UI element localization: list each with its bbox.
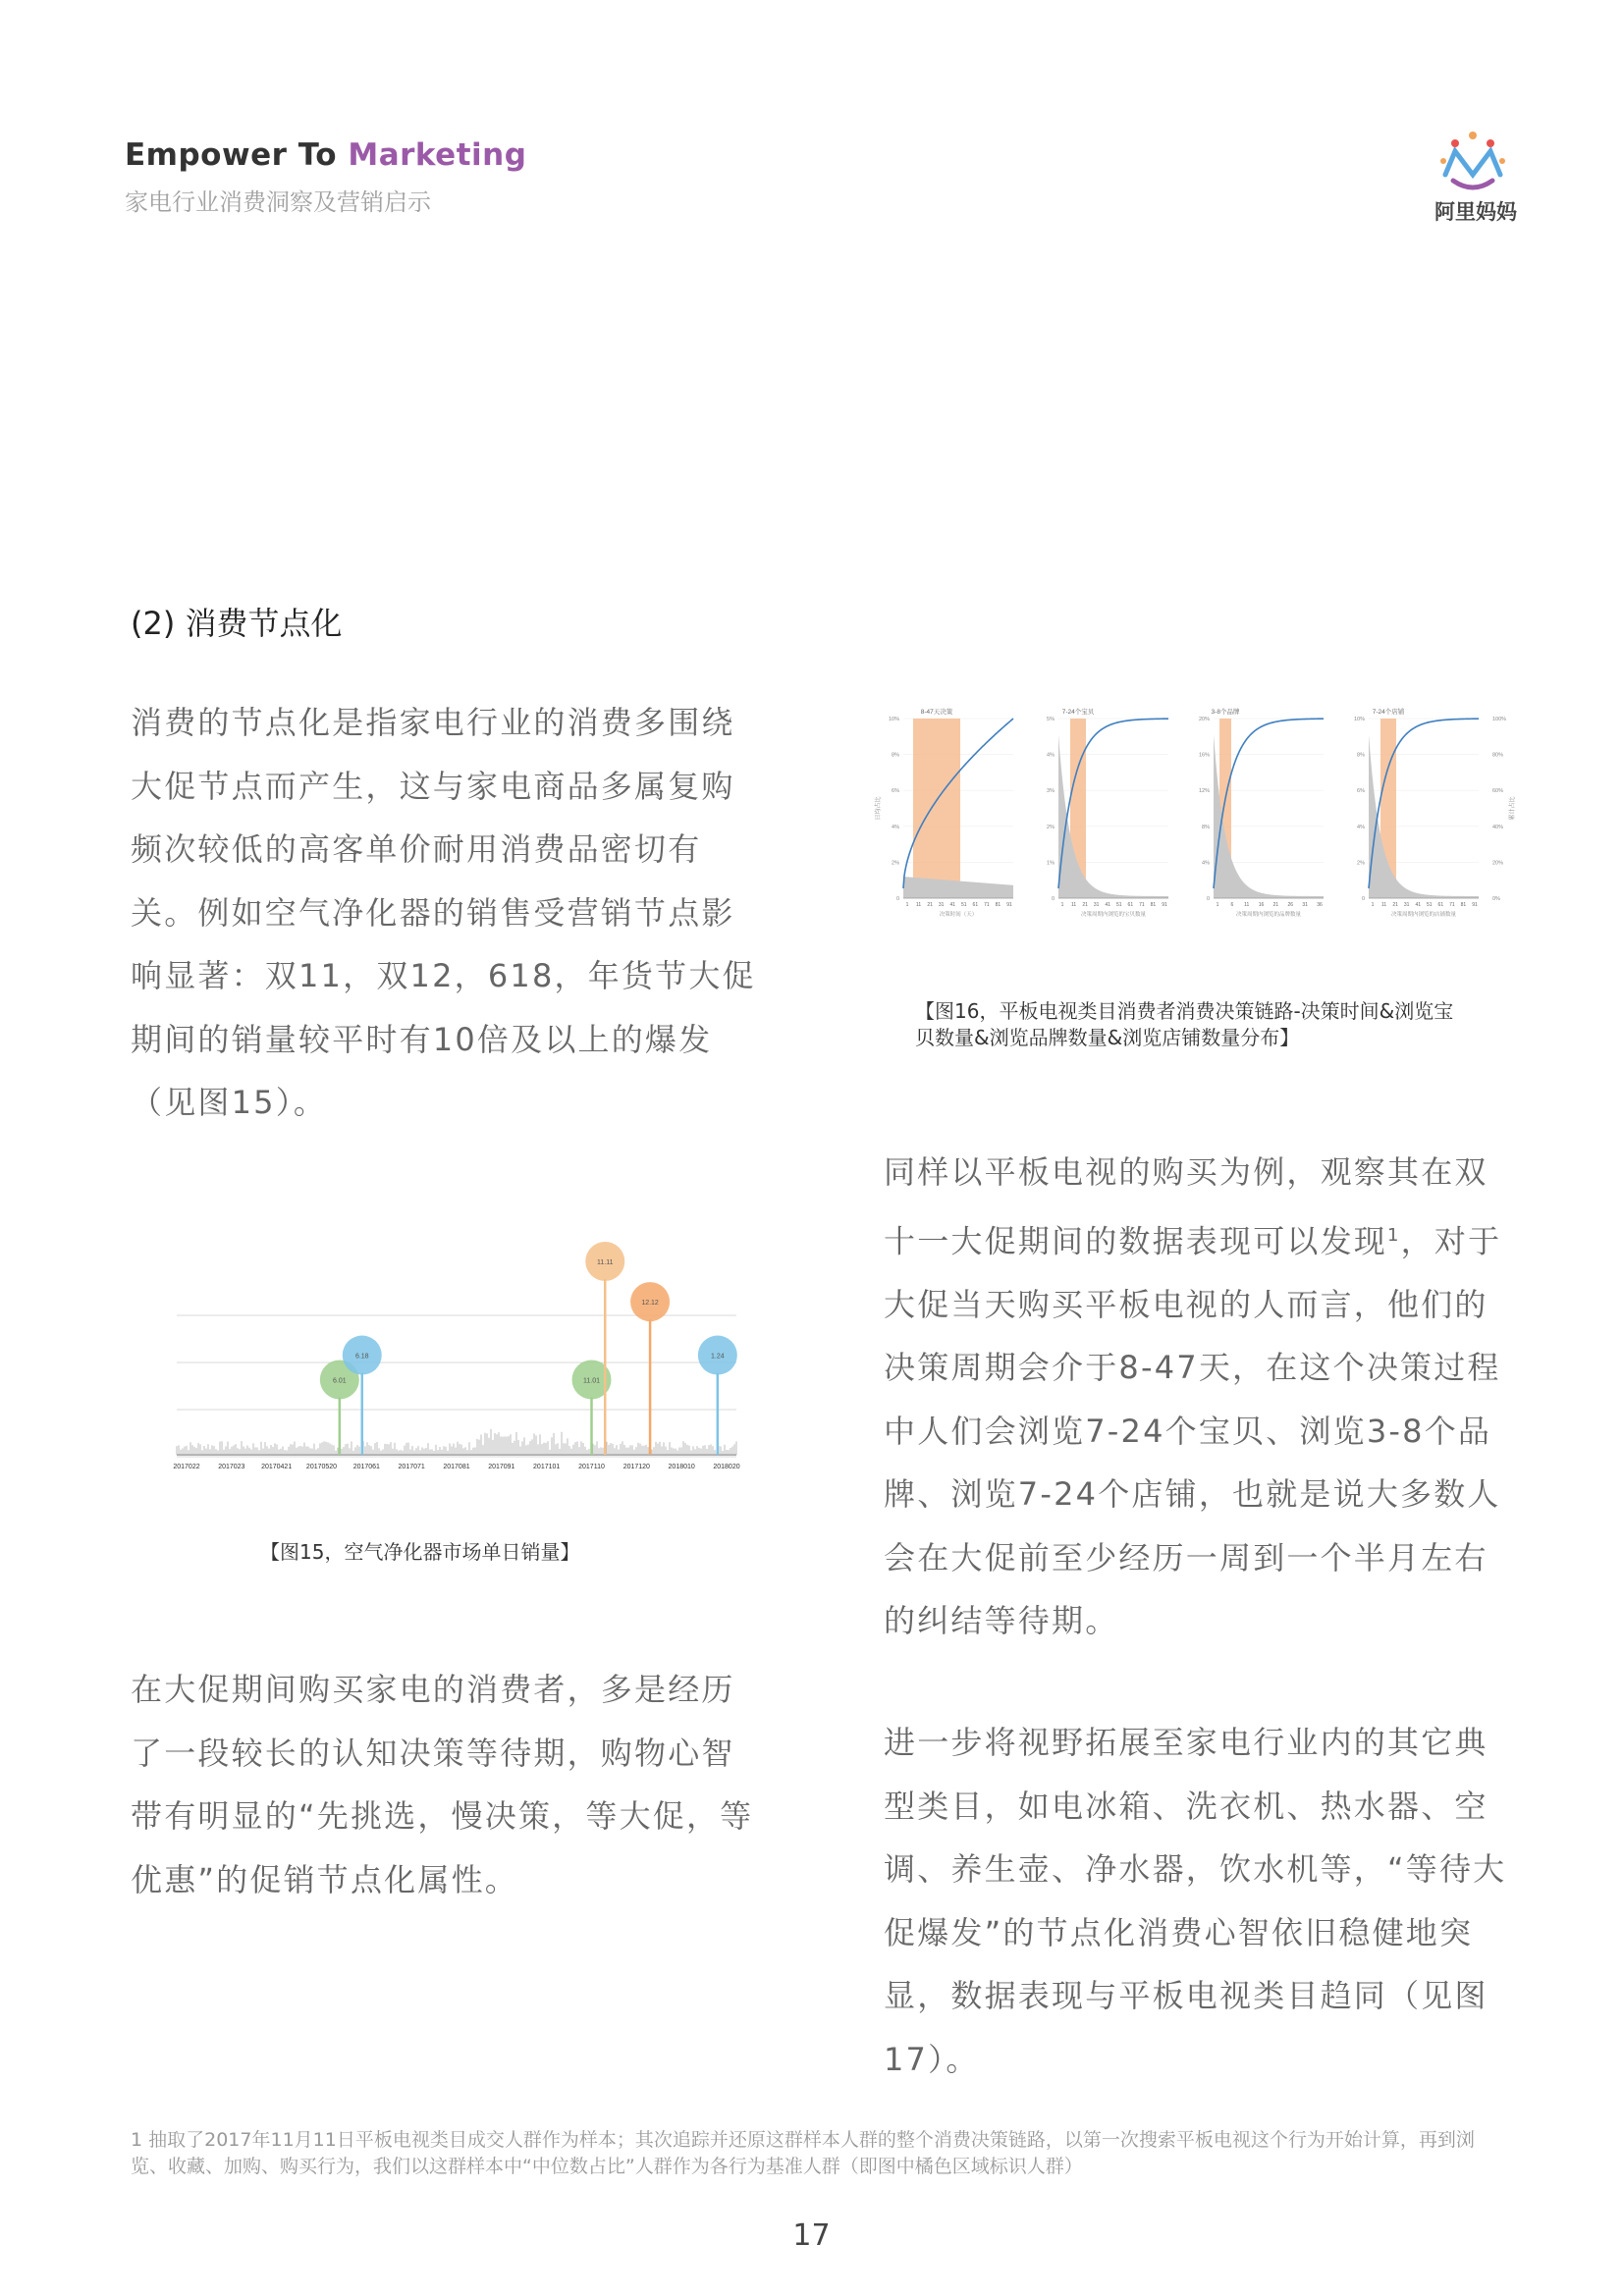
- x-axis-label: 决策时间（天）: [939, 912, 978, 918]
- y-tick-label: 4%: [892, 824, 899, 830]
- footnote-marker[interactable]: 1: [1387, 1224, 1401, 1246]
- y-tick-label: 1%: [1047, 860, 1055, 867]
- x-tick-label: 2017071: [398, 1464, 425, 1470]
- x-tick-label: 2017101: [533, 1464, 561, 1470]
- panel-label: 7-24个店铺: [1372, 709, 1405, 716]
- footnote: 1 抽取了2017年11月11日平板电视类目成交人群作为样本；其次追踪并还原这群样本人群的整个消费决策链路，以第一次搜索平板电视这个行为开始计算，再到浏览、收藏、加购、购买行为，我们以这群样本中“中位数占比”人群作为各行为基准人群（即图中橘色区域标识人群）: [131, 2129, 1475, 2177]
- left-paragraph-1: 消费的节点化是指家电行业的消费多围绕大促节点而产生，这与家电商品多属复购频次较低的高客单价耐用消费品密切有关。例如空气净化器的销售受营销节点影响显著：双11，双12，618，年货节大促期间的销量较平时有10倍及以上的爆发（见图15）。: [131, 704, 756, 1121]
- x-axis-label: 决策周期内浏览的宝贝数量: [1080, 912, 1147, 918]
- daily-sales-series: [177, 1429, 736, 1455]
- x-tick-label: 31: [1302, 902, 1308, 908]
- x-tick-label: 2017023: [218, 1464, 245, 1470]
- annotation-label: 12.12: [641, 1300, 659, 1308]
- x-tick-label: 61: [1127, 902, 1134, 908]
- left-paragraph-2: 在大促期间购买家电的消费者，多是经历了一段较长的认知决策等待期，购物心智带有明显的“先挑选，慢决策，等大促，等优惠”的促销节点化属性。: [131, 1671, 754, 1898]
- x-tick-label: 2017022: [173, 1464, 200, 1470]
- x-tick-label: 11: [1070, 902, 1077, 908]
- x-tick-label: 2017120: [622, 1464, 650, 1470]
- section-title: (2) 消费节点化: [131, 605, 343, 642]
- x-tick-label: 1: [1216, 902, 1219, 908]
- y-tick-label: 0: [1051, 896, 1055, 902]
- x-tick-label: 2017110: [578, 1464, 605, 1470]
- y-tick-label: 2%: [892, 860, 899, 867]
- x-tick-label: 21: [1082, 902, 1088, 908]
- y-tick-label: 6%: [1357, 788, 1365, 795]
- x-tick-label: 21: [927, 902, 933, 908]
- x-tick-label: 21: [1392, 902, 1398, 908]
- x-tick-label: 1: [1371, 902, 1375, 908]
- y-tick-label: 4%: [1047, 752, 1055, 759]
- report-subtitle: 家电行业消费洞察及营销启示: [125, 188, 431, 216]
- x-axis-label: 决策周期内浏览的品牌数量: [1235, 912, 1302, 918]
- panel: [1047, 707, 1168, 918]
- x-tick-label: 2018020: [713, 1464, 740, 1470]
- x-tick-label: 20170421: [261, 1464, 293, 1470]
- x-tick-label: 16: [1258, 902, 1265, 908]
- x-tick-label: 91: [1006, 902, 1012, 908]
- x-tick-label: 2017081: [443, 1464, 470, 1470]
- panel: [1354, 707, 1516, 918]
- x-tick-label: 91: [1472, 902, 1478, 908]
- x-tick-label: 31: [1093, 902, 1100, 908]
- panel-label: 7-24个宝贝: [1061, 709, 1095, 716]
- x-tick-label: 21: [1272, 902, 1279, 908]
- y-tick-label: 4%: [1202, 860, 1210, 867]
- y-tick-label: 2%: [1357, 860, 1365, 867]
- annotation-label: 1.24: [711, 1353, 725, 1361]
- annotation-label: 6.18: [354, 1353, 369, 1361]
- x-tick-label: 11: [1244, 902, 1250, 908]
- annotation-label: 11.11: [597, 1259, 614, 1266]
- x-tick-label: 2017091: [488, 1464, 515, 1470]
- x-tick-label: 51: [1426, 902, 1433, 908]
- x-tick-label: 31: [1403, 902, 1410, 908]
- x-tick-label: 1: [905, 902, 909, 908]
- page-number: 17: [792, 2218, 831, 2253]
- figure-16-chart: [874, 697, 1516, 933]
- x-tick-label: 61: [972, 902, 979, 908]
- figure-15-caption: 【图15，空气净化器市场单日销量】: [260, 1540, 580, 1564]
- y-tick-label: 12%: [1198, 788, 1210, 795]
- y-tick-label: 10%: [888, 717, 899, 722]
- y-tick-label: 10%: [1353, 717, 1365, 722]
- x-tick-label: 41: [949, 902, 956, 908]
- x-tick-label: 81: [1460, 902, 1467, 908]
- x-tick-label: 41: [1105, 902, 1111, 908]
- x-tick-label: 41: [1415, 902, 1422, 908]
- x-tick-label: 81: [995, 902, 1001, 908]
- x-tick-label: 61: [1437, 902, 1444, 908]
- y2-tick-label: 0%: [1492, 896, 1500, 902]
- figure-15-chart: [157, 1202, 746, 1482]
- panel-label: 3-8个品牌: [1211, 709, 1240, 716]
- y-tick-label: 4%: [1357, 824, 1365, 830]
- x-tick-label: 1: [1060, 902, 1064, 908]
- right-paragraph-1: 同样以平板电视的购买为例，观察其在双十一大促期间的数据表现可以发现$^1$，对于大促当天购买平板电视的人而言，他们的决策周期会介于8-47天，在这个决策过程中人们会浏览7-24个宝贝、浏览3-8个品牌、浏览7-24个店铺，也就是说大多数人会在大促前至少经历一周到一个半月左右的纠结等待期。: [884, 1153, 1502, 1640]
- y2-tick-label: 60%: [1492, 788, 1504, 795]
- x-tick-label: 36: [1317, 902, 1323, 908]
- y2-tick-label: 20%: [1492, 860, 1504, 867]
- highlight-band: [913, 719, 960, 898]
- x-tick-label: 11: [915, 902, 922, 908]
- x-tick-label: 71: [1449, 902, 1455, 908]
- x-tick-label: 11: [1380, 902, 1387, 908]
- figure-16-caption: 【图16，平板电视类目消费者消费决策链路-决策时间&浏览宝贝数量&浏览品牌数量&浏览店铺数量分布】: [915, 999, 1454, 1049]
- y-tick-label: 20%: [1198, 717, 1210, 722]
- y-tick-label: 6%: [892, 788, 899, 795]
- y2-tick-label: 40%: [1492, 824, 1504, 830]
- x-tick-label: 71: [1139, 902, 1145, 908]
- y-axis-label: 日均占比: [876, 796, 882, 821]
- x-tick-label: 2017061: [352, 1464, 380, 1470]
- x-tick-label: 71: [984, 902, 990, 908]
- right-paragraph-2: 进一步将视野拓展至家电行业内的其它典型类目，如电冰箱、洗衣机、热水器、空调、养生壶、净水器，饮水机等，“等待大促爆发”的节点化消费心智依旧稳健地突显，数据表现与平板电视类目趋同（见图17）。: [884, 1724, 1507, 2078]
- x-tick-label: 20170520: [305, 1464, 338, 1470]
- y-tick-label: 5%: [1047, 717, 1055, 722]
- logo-text: 阿里妈妈: [1434, 200, 1517, 224]
- x-tick-label: 26: [1287, 902, 1294, 908]
- annotation-label: 6.01: [333, 1377, 347, 1385]
- y-tick-label: 3%: [1047, 788, 1055, 795]
- brand-title: Empower To Marketing: [125, 137, 527, 173]
- y2-tick-label: 100%: [1492, 717, 1507, 722]
- panel: [874, 707, 1013, 918]
- y-tick-label: 0: [895, 896, 899, 902]
- y-tick-label: 8%: [892, 752, 899, 759]
- alimama-logo: [1424, 126, 1522, 200]
- y-tick-label: 2%: [1047, 824, 1055, 830]
- x-tick-label: 6: [1230, 902, 1234, 908]
- y2-axis-label: 累计占比: [1510, 796, 1516, 821]
- panel: [1199, 707, 1324, 918]
- x-tick-label: 81: [1150, 902, 1157, 908]
- annotation-label: 11.01: [583, 1377, 600, 1385]
- y-tick-label: 8%: [1357, 752, 1365, 759]
- y-tick-label: 0: [1206, 896, 1210, 902]
- y-tick-label: 16%: [1198, 752, 1210, 759]
- y-tick-label: 8%: [1202, 824, 1210, 830]
- y-tick-label: 0: [1361, 896, 1365, 902]
- x-axis-label: 决策周期内浏览的店铺数量: [1390, 912, 1457, 918]
- y2-tick-label: 80%: [1492, 752, 1504, 759]
- x-tick-label: 51: [1115, 902, 1122, 908]
- x-tick-label: 91: [1162, 902, 1167, 908]
- x-tick-label: 2018010: [668, 1464, 695, 1470]
- x-tick-label: 51: [960, 902, 967, 908]
- x-tick-label: 31: [938, 902, 945, 908]
- panel-label: 8-47天决策: [920, 709, 953, 716]
